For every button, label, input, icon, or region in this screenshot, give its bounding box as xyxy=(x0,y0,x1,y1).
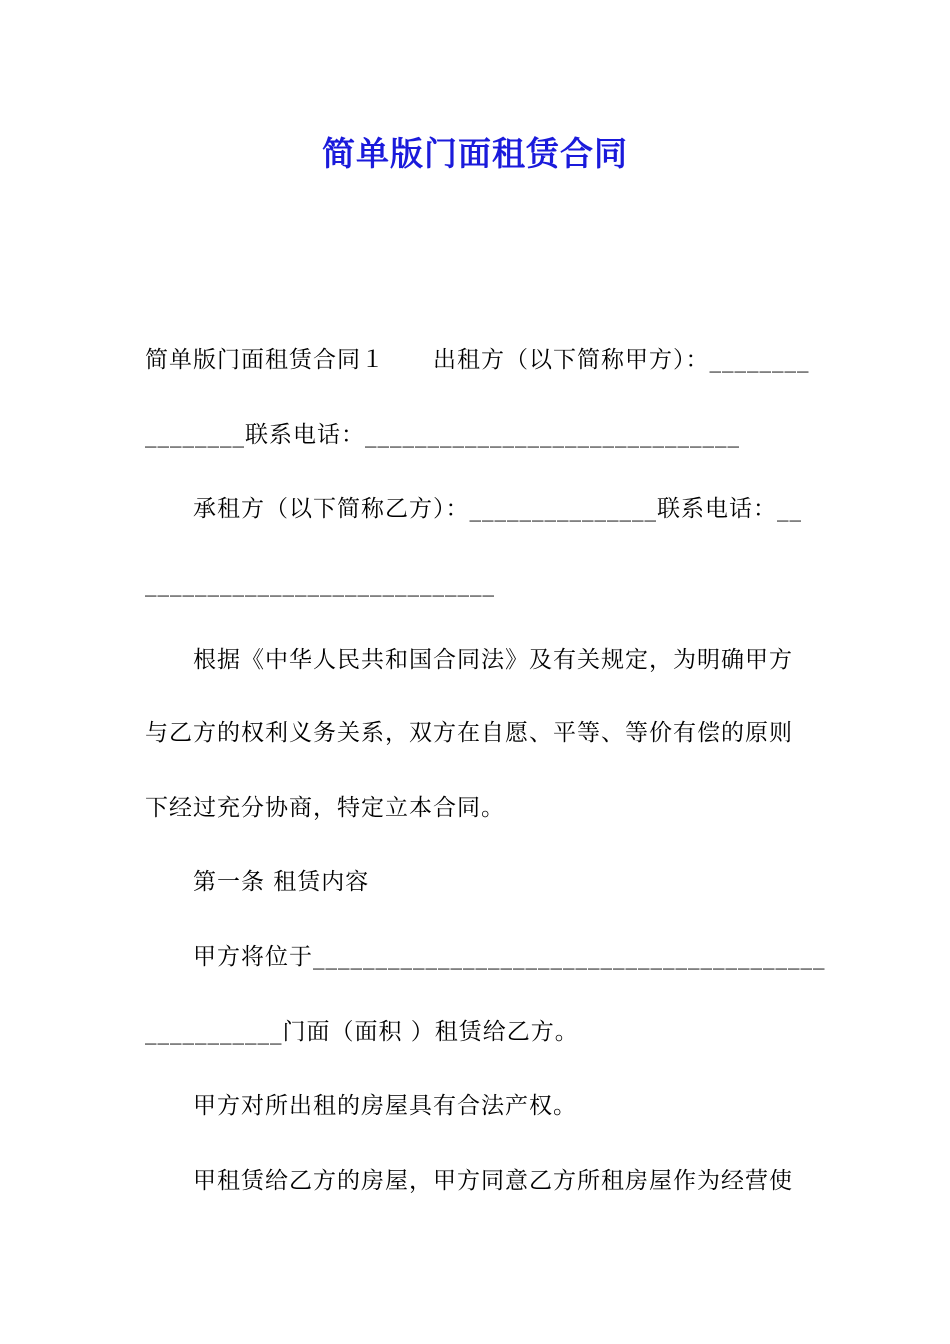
paragraph-line: ____________________________ xyxy=(145,571,495,597)
paragraph-line: 与乙方的权利义务关系，双方在自愿、平等、等价有偿的原则 xyxy=(145,720,793,746)
paragraph-line: ___________门面（面积 ）租赁给乙方。 xyxy=(145,1019,579,1045)
document-title: 简单版门面租赁合同 xyxy=(322,134,628,173)
paragraph-line: 甲方对所出租的房屋具有合法产权。 xyxy=(193,1093,577,1119)
paragraph-line: 下经过充分协商，特定立本合同。 xyxy=(145,795,505,821)
paragraph-line: 甲租赁给乙方的房屋，甲方同意乙方所租房屋作为经营使 xyxy=(193,1168,793,1194)
paragraph-line: 甲方将位于_________________________________________ xyxy=(193,944,826,970)
paragraph-line: 根据《中华人民共和国合同法》及有关规定，为明确甲方 xyxy=(193,647,793,673)
paragraph-line: 承租方（以下简称乙方）：_______________联系电话：__ xyxy=(193,496,802,522)
section-heading: 第一条 租赁内容 xyxy=(193,869,370,895)
paragraph-line: ________联系电话：______________________________ xyxy=(145,422,740,448)
paragraph-line: 简单版门面租赁合同１ 出租方（以下简称甲方）：________ xyxy=(145,347,810,373)
